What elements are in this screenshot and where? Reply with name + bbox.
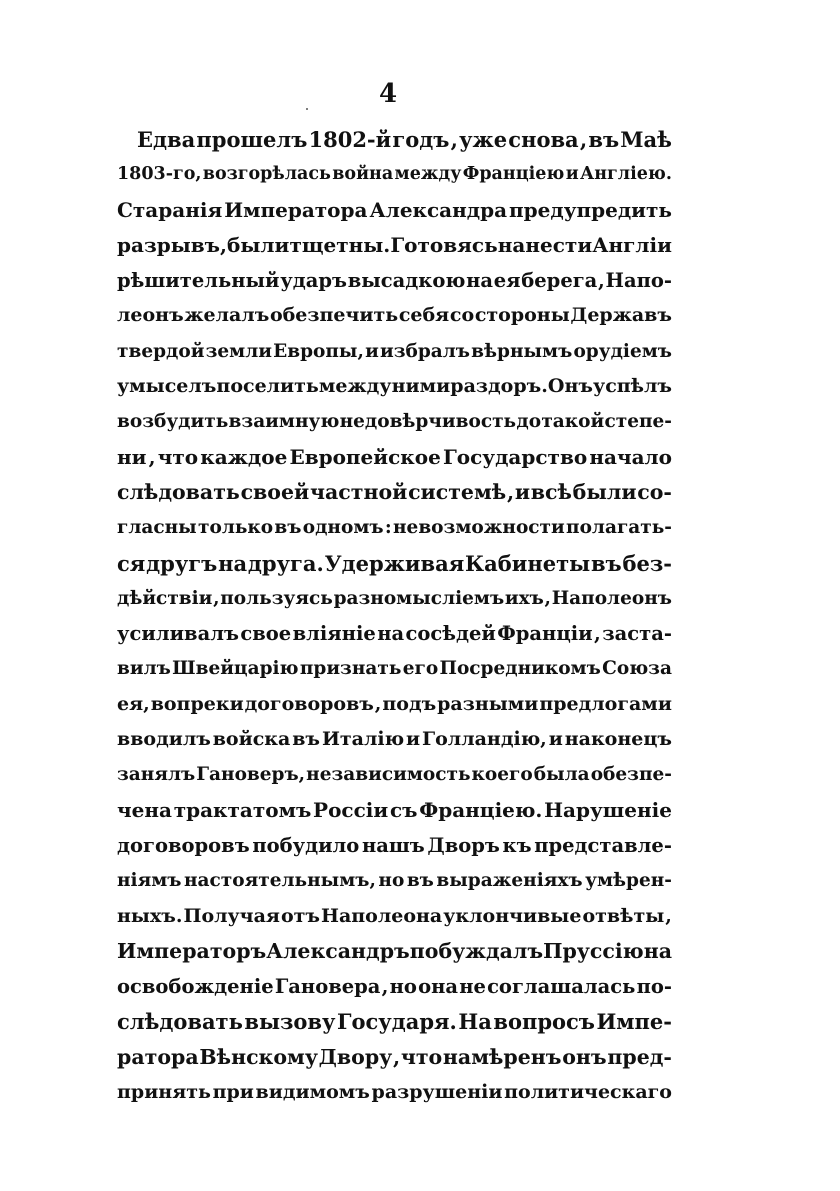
text-word: ,	[450, 127, 458, 152]
text-word: вопросъ	[493, 1009, 595, 1035]
text-word: умыселъ	[117, 375, 217, 398]
text-word: и	[548, 728, 563, 751]
text-word: годъ	[392, 127, 450, 152]
text-word: Англіею.	[579, 164, 672, 185]
text-word: земли	[205, 340, 272, 362]
text-line	[117, 1040, 672, 1075]
text-word: леонъ	[117, 304, 184, 327]
text-word: Готовясь	[390, 232, 498, 257]
text-word: ихъ	[504, 587, 544, 609]
text-word: возбудить	[117, 411, 229, 433]
text-word: стороны	[474, 304, 570, 327]
text-word: ,	[374, 692, 382, 715]
text-word: вліяніе	[292, 622, 376, 646]
text-word: Двору	[318, 1044, 393, 1069]
text-line	[117, 546, 672, 581]
text-line	[117, 228, 672, 263]
text-word: трактатомъ	[173, 797, 312, 822]
body-text	[117, 122, 672, 1110]
text-word: :	[384, 517, 392, 539]
text-line	[117, 157, 672, 192]
text-word: Италію	[321, 728, 405, 751]
text-word: Государство	[442, 444, 588, 469]
text-word: договоровъ	[117, 833, 250, 857]
text-word: ратора	[117, 1044, 199, 1069]
text-word: ,	[381, 975, 389, 999]
text-word: себя	[398, 304, 450, 327]
text-word: Получая	[183, 904, 280, 927]
text-word: уклончивые	[443, 904, 582, 927]
text-word: Франціею.	[419, 797, 543, 822]
text-word: возгорѣлась	[202, 164, 331, 185]
text-line	[117, 651, 672, 686]
text-word: Наполеона	[321, 904, 443, 927]
text-word: гласны	[117, 517, 197, 539]
text-word: между	[318, 375, 392, 398]
text-word: она	[418, 975, 458, 999]
text-word: занялъ	[117, 764, 196, 786]
text-word: нанести	[497, 232, 593, 257]
page-number	[0, 78, 840, 110]
text-word: при	[212, 1081, 254, 1104]
text-word: ніямъ	[117, 870, 182, 892]
text-word: своей	[240, 479, 310, 504]
text-word: ,	[544, 587, 551, 609]
text-line	[117, 1004, 672, 1039]
text-line	[117, 757, 672, 792]
text-word: Наполеонъ	[551, 587, 672, 609]
text-word: войска	[212, 728, 291, 751]
text-word: политическаго	[504, 1081, 672, 1104]
text-word: отвѣты	[582, 904, 665, 927]
text-word: Удерживая	[324, 550, 465, 576]
text-word: такой	[541, 411, 605, 433]
text-word: степе-	[604, 411, 672, 433]
text-word: освобожденіе	[117, 975, 274, 999]
text-word: Нарушеніе	[544, 797, 672, 822]
text-word: слѣдовать	[117, 1009, 243, 1035]
text-word: Франціею	[462, 164, 565, 185]
text-line	[117, 510, 672, 545]
text-word: недовѣрчивость	[339, 411, 517, 433]
text-word: предлогами	[539, 692, 672, 715]
text-word: Онъ	[547, 375, 593, 398]
text-word: одномъ	[302, 517, 384, 539]
text-word: взаимную	[228, 411, 340, 433]
text-word: Державъ	[570, 304, 672, 327]
text-word: невозможности	[393, 517, 565, 539]
print-speck	[306, 108, 308, 110]
text-word: пользуясь	[220, 587, 333, 609]
text-word: сосѣдей	[405, 622, 496, 646]
text-word: твердой	[117, 340, 205, 362]
text-word: избралъ	[379, 340, 470, 362]
text-line	[117, 298, 672, 333]
text-word: обезпе-	[590, 764, 672, 786]
text-word: Гановеръ,	[196, 764, 306, 786]
text-word: но	[389, 975, 417, 999]
text-word: со	[449, 304, 475, 327]
text-word: заста-	[602, 622, 672, 646]
text-word: желалъ	[184, 304, 270, 327]
text-word: умѣрен-	[585, 870, 672, 892]
text-line	[117, 404, 672, 439]
text-word: наконецъ	[564, 728, 672, 751]
text-word: ея	[493, 269, 521, 293]
text-word: Союза	[602, 658, 672, 680]
text-word: ,	[148, 444, 156, 469]
text-word: берега	[521, 269, 598, 293]
text-word: Импе-	[596, 1009, 672, 1035]
text-line	[117, 581, 672, 616]
text-word: Маѣ	[620, 127, 672, 152]
text-word: со-	[637, 479, 672, 504]
text-word: побуждалъ	[409, 938, 544, 963]
text-word: системѣ	[408, 479, 507, 504]
text-line	[117, 263, 672, 298]
text-line	[117, 969, 672, 1004]
text-word: Гановера	[274, 975, 381, 999]
text-word: и	[406, 728, 421, 751]
text-word: въ	[406, 870, 434, 892]
text-word: разрушеніи	[371, 1081, 503, 1104]
text-word: прошелъ	[196, 127, 308, 152]
text-word: что	[400, 1044, 443, 1069]
text-word: на	[218, 550, 248, 576]
text-word: Государя.	[336, 1009, 457, 1035]
text-word: ударъ	[280, 269, 347, 293]
text-word: его	[402, 658, 439, 680]
text-word: Европейское	[289, 444, 441, 469]
text-word: ,	[579, 127, 588, 152]
text-word: независимость	[306, 764, 471, 786]
text-word: Франціи	[497, 622, 593, 646]
text-word: ,	[506, 479, 515, 504]
text-word: вводилъ	[117, 728, 211, 751]
text-word: на	[377, 622, 405, 646]
text-word: Старанія	[117, 197, 223, 222]
text-word: къ	[502, 833, 532, 857]
text-word: снова	[508, 127, 579, 152]
text-line	[117, 475, 672, 510]
text-word: намѣренъ	[442, 1044, 562, 1069]
text-word: были	[572, 479, 637, 504]
text-line	[117, 899, 672, 934]
text-word: представле-	[534, 833, 672, 857]
text-word: чена	[117, 797, 172, 822]
text-word: отъ	[280, 904, 320, 927]
text-word: онъ	[562, 1044, 607, 1069]
text-line	[117, 122, 672, 157]
text-word: Голландію,	[422, 728, 547, 751]
text-word: по-	[636, 975, 672, 999]
text-word: Вѣнскому	[199, 1044, 318, 1069]
text-word: На	[458, 1009, 492, 1035]
text-word: вѣрнымъ	[471, 340, 573, 362]
text-word: въ	[588, 127, 620, 152]
text-line	[117, 369, 672, 404]
text-word: орудіемъ	[573, 340, 672, 362]
text-word: Посредникомъ	[439, 658, 601, 680]
text-word: соглашалась	[487, 975, 636, 999]
text-word: частной	[309, 479, 408, 504]
text-word: и	[514, 479, 531, 504]
text-line	[117, 334, 672, 369]
text-word: ,	[213, 587, 220, 609]
text-word: на	[466, 269, 494, 293]
text-word: только	[198, 517, 274, 539]
text-word: въ	[590, 550, 622, 576]
text-line	[117, 722, 672, 757]
text-word: без-	[622, 550, 672, 576]
text-word: друга.	[247, 550, 324, 576]
text-word: ,	[392, 1044, 401, 1069]
text-word: не	[459, 975, 486, 999]
text-word: съ	[389, 797, 418, 822]
text-word: ни	[117, 444, 147, 469]
text-word: полагать-	[566, 517, 672, 539]
text-word: но	[378, 870, 405, 892]
text-word: ся	[117, 550, 146, 576]
text-word: Швейцарію	[172, 658, 299, 680]
text-word: побудило	[252, 833, 360, 857]
text-line	[117, 193, 672, 228]
text-word: были	[227, 232, 290, 257]
text-word: вопреки	[150, 692, 244, 715]
text-word: дѣйствіи	[117, 587, 213, 609]
text-word: разномысліемъ	[333, 587, 505, 609]
text-word: Кабинеты	[465, 550, 591, 576]
text-word: слѣдовать	[117, 479, 240, 504]
text-word: Императора	[224, 197, 368, 222]
text-word: Напо-	[605, 269, 672, 293]
text-word: въ	[292, 728, 321, 751]
text-word: до	[516, 411, 542, 433]
text-word: уже	[459, 127, 508, 152]
text-word: видимомъ	[255, 1081, 370, 1104]
text-word: на	[643, 938, 672, 963]
text-word: разрывъ,	[117, 232, 227, 257]
text-word: высадкою	[347, 269, 466, 293]
text-line	[117, 440, 672, 475]
text-line	[117, 934, 672, 969]
text-word: принять	[117, 1081, 211, 1104]
text-word: 1802-й	[308, 127, 392, 152]
text-word: Англіи	[592, 232, 672, 257]
text-word: ея,	[117, 692, 150, 715]
text-word: Россіи	[313, 797, 389, 822]
text-word: нашъ	[361, 833, 425, 857]
text-word: война	[332, 164, 394, 185]
text-word: Дворъ	[427, 833, 500, 857]
page-number-text: 4	[378, 79, 398, 109]
text-line	[117, 1075, 672, 1110]
text-word: разными	[437, 692, 539, 715]
text-word: и	[565, 164, 579, 185]
text-word: начало	[589, 444, 672, 469]
text-word: рѣшительный	[117, 269, 280, 293]
text-word: Пруссію	[543, 938, 644, 963]
text-word: договоровъ	[244, 692, 374, 715]
text-word: была	[533, 764, 590, 786]
text-line	[117, 616, 672, 651]
text-word: пред-	[607, 1044, 672, 1069]
text-word: другъ	[146, 550, 218, 576]
text-word: раздоръ.	[450, 375, 548, 398]
text-word: между	[394, 164, 462, 185]
text-word: Европы,	[273, 340, 364, 362]
text-word: ,	[598, 269, 605, 293]
text-word: Едва	[137, 127, 196, 152]
text-word: въ	[274, 517, 302, 539]
text-word: выраженіяхъ	[436, 870, 583, 892]
text-word: всѣ	[530, 479, 572, 504]
text-word: что	[157, 444, 199, 469]
text-word: предупредить	[509, 197, 672, 222]
text-line	[117, 687, 672, 722]
text-line	[117, 793, 672, 828]
text-word: настоятельнымъ,	[184, 870, 376, 892]
text-line	[117, 828, 672, 863]
text-word: Александръ	[266, 938, 410, 963]
text-word: Императоръ	[117, 938, 267, 963]
text-word: признать	[299, 658, 402, 680]
text-word: усиливалъ	[117, 622, 239, 646]
text-word: вилъ	[117, 658, 171, 680]
text-word: поселить	[216, 375, 319, 398]
text-word: подъ	[382, 692, 437, 715]
text-word: коего	[471, 764, 533, 786]
text-word: ,	[594, 622, 601, 646]
text-word: ныхъ.	[117, 904, 183, 927]
text-word: ними	[391, 375, 451, 398]
text-word: Александра	[369, 197, 508, 222]
text-word: обезпечить	[269, 304, 399, 327]
text-word: свое	[240, 622, 292, 646]
text-word: и	[365, 340, 379, 362]
text-word: успѣлъ	[593, 375, 672, 398]
text-word: вызову	[244, 1009, 336, 1035]
text-line	[117, 863, 672, 898]
text-word: ,	[665, 904, 672, 927]
text-word: 1803-го,	[117, 164, 202, 185]
text-word: каждое	[200, 444, 288, 469]
text-word: тщетны.	[289, 232, 391, 257]
